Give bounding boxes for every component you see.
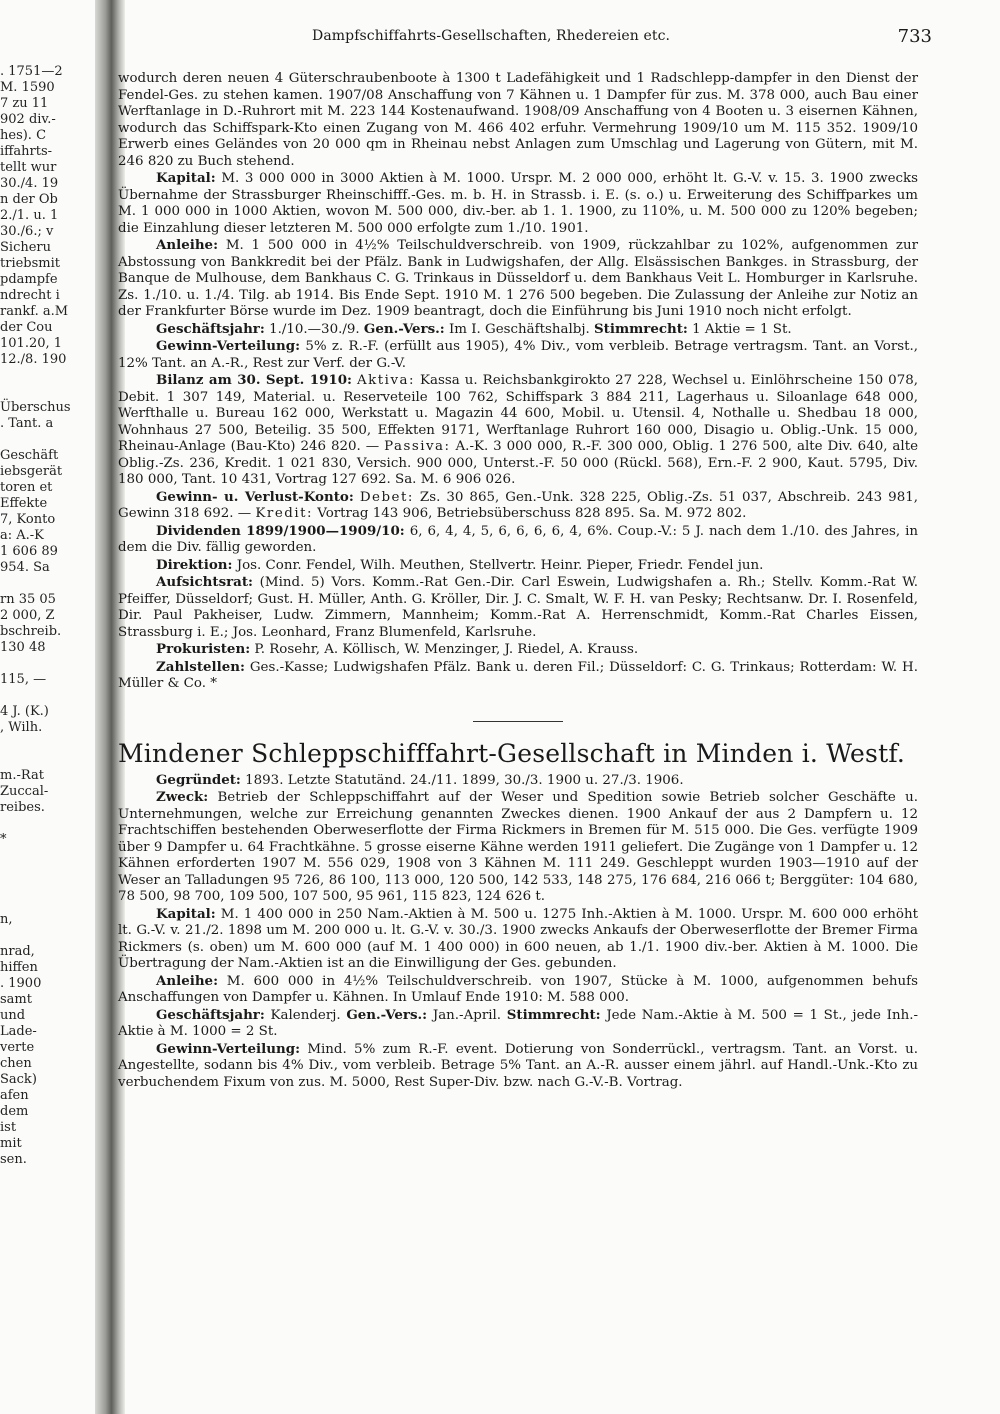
debet-label: Debet: [359,489,414,505]
facing-page-fragment [0,64,96,1168]
prokuristen-label: Prokuristen: [156,641,251,657]
facing-page-line: 1 606 89 [0,544,58,559]
facing-page-line: 7 zu 11 [0,96,49,111]
zahlstellen-paragraph [118,659,918,693]
facing-page-line: 954. Sa [0,560,50,575]
facing-page-line: 130 48 [0,640,46,655]
direktion-text: Jos. Conr. Fendel, Wilh. Meuthen, Stellvertr. Heinr. Pieper, Friedr. Fendel jun. [236,557,764,573]
facing-page-line: 30./6.; v [0,224,54,239]
dividenden-text: 6, 6, 4, 4, 5, 6, 6, 6, 6, 4, 6%. Coup.-V.: 5 J. nach dem 1./10. des Jahres, in dem die Div. fällig geworden. [118,523,918,555]
facing-page-line: Effekte [0,496,48,511]
facing-page-line: rn 35 05 [0,592,56,607]
facing-page-line: n der Ob [0,192,58,207]
facing-page-line [0,880,96,896]
facing-page-line: iebsgerät [0,464,63,479]
anleihe-text: M. 1 500 000 in 4½% Teilschuldverschreib. von 1909, rückzahlbar zu 102%, aufgenommen zur Abstossung von Bankkredit bei der Pfälz. Bank in Ludwigshafen, der Allg. Elsässischen Bankges. in Strassburg, der Banque de Mulhouse, dem Bankhaus C. G. Trinkaus in Düsseldorf u. dem Bankhaus Veit L. Homburger in Karlsruhe. Zs. 1./10. u. 1./4. Tilg. ab 1914. Bis Ende Sept. 1910 M. 1 276 500 begeben. Die Zulassung der Anleihe zur Notiz an der Frankfurter Börse wurde im Dez. 1909 beantragt, doch die Einführung bis Juni 1910 noch nicht erfolgt. [118,238,918,319]
zweck-paragraph [118,789,918,906]
facing-page-line: 101.20, 1 [0,336,63,351]
kapital-text: M. 1 400 000 in 250 Nam.-Aktien à M. 500 u. 1275 Inh.-Aktien à M. 1000. Urspr. M. 600 000 erhöht lt. G.-V. v. 21./2. 1898 um M. 200 000 u. lt. G.-V. v. 30./3. 1900 zwecks Ankaufs der Oberweserflotte der Bremer Firma Rickmers (s. oben) um M. 600 000 (auf M. 1 400 000) in 600 neuen, ab 1./1. 1900 div.-ber. Aktien à M. 1000. Die Übertragung der Nam.-Aktien ist an die Einwilligung der Ges. gebunden. [118,906,918,971]
gegruendet-label: Gegründet: [156,771,241,788]
aufsichtsrat-label: Aufsichtsrat: [156,574,253,590]
gewinnvert-label: Gewinn-Verteilung: [156,1040,301,1057]
stimmrecht-text: Jede Nam.-Aktie à M. 500 = 1 St., jede Inh.-Aktie à M. 1000 = 2 St. [118,1007,918,1039]
debet-text: Zs. 30 865, Gen.-Unk. 328 225, Oblig.-Zs. 51 037, Abschreib. 243 981, Gewinn 318 692. — [118,489,918,521]
running-title: Dampfschiffahrts-Gesellschaften, Rhedereien etc. [312,28,671,44]
anleihe-text: M. 600 000 in 4½% Teilschuldverschreib. von 1907, Stücke à M. 1000, aufgenommen behufs Anschaffungen von Dampfer u. Kähnen. In Umlauf Ende 1910: M. 588 000. [118,973,918,1005]
dividenden-paragraph [118,523,918,557]
facing-page-line: verte [0,1040,35,1055]
facing-page-line: 2 000, Z [0,608,55,623]
page-body [118,71,918,1091]
facing-page-line: bschreib. [0,624,62,639]
facing-page-line [0,576,96,592]
previous-company-entry [118,71,918,693]
genvers-text: Im I. Geschäftshalbj. [449,321,590,337]
aufsichtsrat-paragraph [118,574,918,641]
facing-page-line: 4 J. (K.) [0,704,49,719]
facing-page-line: 115, — [0,672,47,687]
aktiva-label: Aktiva: [357,373,416,388]
facing-page-line: hes). C [0,128,47,143]
page-number: 733 [897,26,932,47]
facing-page-line: samt [0,992,32,1007]
facing-page-line: 2./1. u. 1 [0,208,59,223]
bilanz-label: Bilanz am 30. Sept. 1910: [156,372,352,388]
kapital-label: Kapital: [156,170,216,186]
anleihe-label: Anleihe: [156,237,219,253]
facing-page-line: 902 div.- [0,112,56,127]
bilanz-paragraph [118,372,918,489]
geschaeftsjahr-label: Geschäftsjahr: [156,1006,265,1023]
facing-page-line: Lade- [0,1024,37,1039]
kapital-paragraph [118,906,918,973]
facing-page-line [0,816,96,832]
facing-page-line: afen [0,1088,29,1103]
facing-page-line [0,432,96,448]
guv-paragraph [118,489,918,523]
gewinnvert-paragraph [118,338,918,372]
facing-page-line: nrad, [0,944,35,959]
kredit-text: Vortrag 143 906, Betriebsüberschuss 828 895. Sa. M. 972 802. [317,506,747,521]
zahlstellen-label: Zahlstellen: [156,658,245,675]
facing-page-line: Sicheru [0,240,51,255]
page-header [312,28,932,48]
minden-company-entry [118,738,918,1092]
facing-page-line: a: A.-K [0,528,44,543]
zweck-text: Betrieb der Schleppschiffahrt auf der Weser und Spedition sowie Betrieb solcher Geschäfte u. Unternehmungen, welche zur Erreichung genannten Zweckes dienen. 1900 Ankauf der aus 2 Dampfern u. 12 Frachtschiffen bestehenden Oberweserflotte der Firma Rickmers in Bremen für M. 515 000. Die Ges. verfügte 1909 über 9 Dampfer u. 64 Frachtkähne. 5 grosse eiserne Kähne werden 1911 geliefert. Die Zugänge von 1 Dampfer u. 12 Kähnen erforderten 1907 M. 556 029, 1908 von 3 Kähnen M. 111 249. Geschleppt wurden 1903—1910 auf der Weser an Talladungen 95 726, 86 100, 113 000, 120 500, 142 533, 148 275, 176 684, 216 066 t; Berggüter: 104 680, 78 500, 98 700, 109 500, 107 500, 95 961, 115 823, 124 626 t. [118,790,918,904]
facing-page-line: und [0,1008,26,1023]
facing-page-line: . Tant. a [0,416,54,431]
stimmrecht-label: Stimmrecht: [594,320,688,337]
passiva-label: Passiva: [384,439,451,454]
gewinnvert-text: Mind. 5% zum R.-F. event. Dotierung von Sonderrückl., vertragsm. Tant. an Vorst. u. Angestellte, sodann bis 4% Div., vom verbleib. Betrage 5% Tant. an A.-R. ausser einem jährl. auf Handl.-Unk.-Kto zu verbuchendem Fixum von zus. M. 5000, Rest Super-Div. bzw. nach G.-V.-B. Vortrag. [118,1041,918,1090]
stimmrecht-text: 1 Aktie = 1 St. [692,321,792,337]
facing-page-line: ndrecht i [0,288,60,303]
facing-page-line: pdampfe [0,272,58,287]
facing-page-line: Zuccal- [0,784,49,799]
gegruendet-paragraph [118,772,918,790]
kredit-label: Kredit: [255,506,313,521]
kapital-label: Kapital: [156,905,216,922]
facing-page-line [0,864,96,880]
facing-page-line [0,928,96,944]
facing-page-line: Überschus [0,400,71,415]
genvers-label: Gen.-Vers.: [363,320,445,337]
aufsichtsrat-text: (Mind. 5) Vors. Komm.-Rat Gen.-Dir. Carl Eswein, Ludwigshafen a. Rh.; Stellv. Komm.-Rat W. Pfeiffer, Düsseldorf; Gust. H. Müller, Anth. G. Kröller, Dir. J. C. Smalt, W. F. H. van Pesky; Rechtsanw. Dr. I. Rosenfeld, Dir. Paul Pakheiser, Ludw. Zimmern, Mannheim; Komm.-Rat A. Herrenschmidt, Komm.-Rat Charles Eissen, Strassburg i. E.; Jos. Leonhard, Franz Blumenfeld, Karlsruhe. [118,575,918,640]
prokuristen-text: P. Rosehr, A. Köllisch, W. Menzinger, J. Riedel, A. Krauss. [254,642,639,657]
entry-continuation-text: wodurch deren neuen 4 Güterschraubenboote à 1300 t Ladefähigkeit und 1 Radschlepp-dampfer in den Dienst der Fendel-Ges. zu stehen kamen. 1907/08 Anschaffung von 7 Kähnen u. 1 Dampfer für zus. M. 378 000, auch Bau einer Werftanlage in D.-Ruhrort mit M. 223 144 Kostenaufwand. 1908/09 Anschaffung von 4 Booten u. 3 eisernen Kähnen, wodurch das Schiffspark-Kto einen Zugang von M. 466 402 erfuhr. Vermehrung 1909/10 um M. 115 352. 1909/10 Erwerb eines Geländes von 20 000 qm in Rheinau nebst Anlagen zum Umschlag und Lagerung von Gütern, mit M. 246 820 zu Buch stehend. [118,71,918,169]
direktion-paragraph [118,557,918,575]
section-divider [473,721,563,722]
facing-page-line [0,368,96,384]
facing-page-line: ist [0,1120,17,1135]
gewinnvert-text: 5% z. R.-F. (erfüllt aus 1905), 4% Div., vom verbleib. Betrage vertragsm. Tant. an Vorst., 12% Tant. an A.-R., Rest zur Verf. der G.-V. [118,339,918,371]
stimmrecht-label: Stimmrecht: [506,1006,601,1023]
facing-page-line: . 1751—2 [0,64,63,79]
facing-page-line: toren et [0,480,53,495]
prokuristen-paragraph [118,641,918,659]
facing-page-line: m.-Rat [0,768,44,783]
facing-page-line: mit [0,1136,22,1151]
facing-page-line [0,736,96,752]
facing-page-line: sen. [0,1152,27,1167]
guv-label: Gewinn- u. Verlust-Konto: [156,488,354,505]
geschaeftsjahr-label: Geschäftsjahr: [156,320,265,337]
company-title: Mindener Schleppschifffahrt-Gesellschaft in Minden i. Westf. [118,738,906,768]
geschaeftsjahr-paragraph [118,321,918,339]
geschaeftsjahr-text: Kalenderj. [270,1007,341,1023]
gewinnvert-paragraph [118,1041,918,1092]
facing-page-line [0,896,96,912]
facing-page-line: 7, Konto [0,512,56,527]
facing-page-line: chen [0,1056,32,1071]
zahlstellen-text: Ges.-Kasse; Ludwigshafen Pfälz. Bank u. deren Fil.; Düsseldorf: C. G. Trinkaus; Rotterdam: W. H. Müller & Co. * [118,659,918,691]
facing-page-line: reibes. [0,800,45,815]
direktion-label: Direktion: [156,556,233,573]
geschaeftsjahr-text: 1./10.—30./9. [269,321,360,337]
facing-page-line: , Wilh. [0,720,43,735]
facing-page-line [0,656,96,672]
facing-page-line: M. 1590 [0,80,55,95]
facing-page-line: * [0,832,7,847]
facing-page-line: n, [0,912,13,927]
anleihe-label: Anleihe: [156,972,219,989]
geschaeftsjahr-paragraph [118,1007,918,1041]
facing-page-line: tellt wur [0,160,57,175]
gewinnvert-label: Gewinn-Verteilung: [156,338,301,354]
anleihe-paragraph [118,973,918,1007]
facing-page-line: triebsmit [0,256,60,271]
facing-page-line: Sack) [0,1072,37,1087]
facing-page-line: 12./8. 190 [0,352,67,367]
genvers-label: Gen.-Vers.: [346,1006,428,1023]
facing-page-line: Geschäft [0,448,59,463]
genvers-text: Jan.-April. [432,1007,502,1023]
facing-page-line [0,848,96,864]
facing-page-line [0,688,96,704]
facing-page-line: iffahrts- [0,144,53,159]
facing-page-line: dem [0,1104,29,1119]
facing-page-line [0,384,96,400]
anleihe-paragraph [118,237,918,321]
passiva-text: A.-K. 3 000 000, R.-F. 300 000, Oblig. 1 276 500, alte Div. 640, alte Oblig.-Zs. 236, Kredit. 1 021 830, Versich. 900 000, Unterst.-F. 50 000 (Rückl. 568), Ern.-F. 2 900, Kaut. 5795, Div. 180 000, Tant. 10 431, Vortrag 127 692. Sa. M. 6 906 026. [118,439,919,487]
facing-page-line: rankf. a.M [0,304,69,319]
zweck-label: Zweck: [156,789,209,805]
facing-page-line [0,752,96,768]
kapital-text: M. 3 000 000 in 3000 Aktien à M. 1000. Urspr. M. 2 000 000, erhöht lt. G.-V. v. 15. 3. 1900 zwecks Übernahme der Strassburger Rheinschifff.-Ges. m. b. H. in Strassb. i. E. (s. o.) u. Erweiterung des Schiffparkes um M. 1 000 000 in 1000 Aktien, wovon M. 500 000, div.-ber. ab 1. 1. 1900, zu 110%, u. M. 500 000 zu 120% begeben; die Einzahlung dieser letzteren M. 500 000 erfolgte zum 1./10. 1901. [118,171,919,236]
gegruendet-text: 1893. Letzte Statutänd. 24./11. 1899, 30./3. 1900 u. 27./3. 1906. [245,772,684,788]
facing-page-line: . 1900 [0,976,42,991]
dividenden-label: Dividenden 1899/1900—1909/10: [156,522,405,539]
facing-page-line: hiffen [0,960,38,975]
kapital-paragraph [118,170,918,237]
aktiva-text: Kassa u. Reichsbankgirokto 27 228, Wechsel u. Einlöhrscheine 150 078, Debit. 1 307 149, Material. u. Reserveteile 100 762, Schiffspark 3 884 211, Lagerhaus u. Siloanlage 648 000, Werfthalle u. Bureau 162 000, Werkstatt u. Magazin 44 600, Mobil. u. Utensil. 4, Nothalle u. Shedbau 18 000, Wohnhaus 27 500, Beteilig. 35 500, Effekten 9171, Werftanlage Ruhrort 160 000, Disagio u. Oblig.-Unk. 15 000, Rheinau-Anlage (Bau-Kto) 246 820. — [118,373,918,454]
facing-page-line: der Cou [0,320,53,335]
facing-page-line: 30./4. 19 [0,176,59,191]
